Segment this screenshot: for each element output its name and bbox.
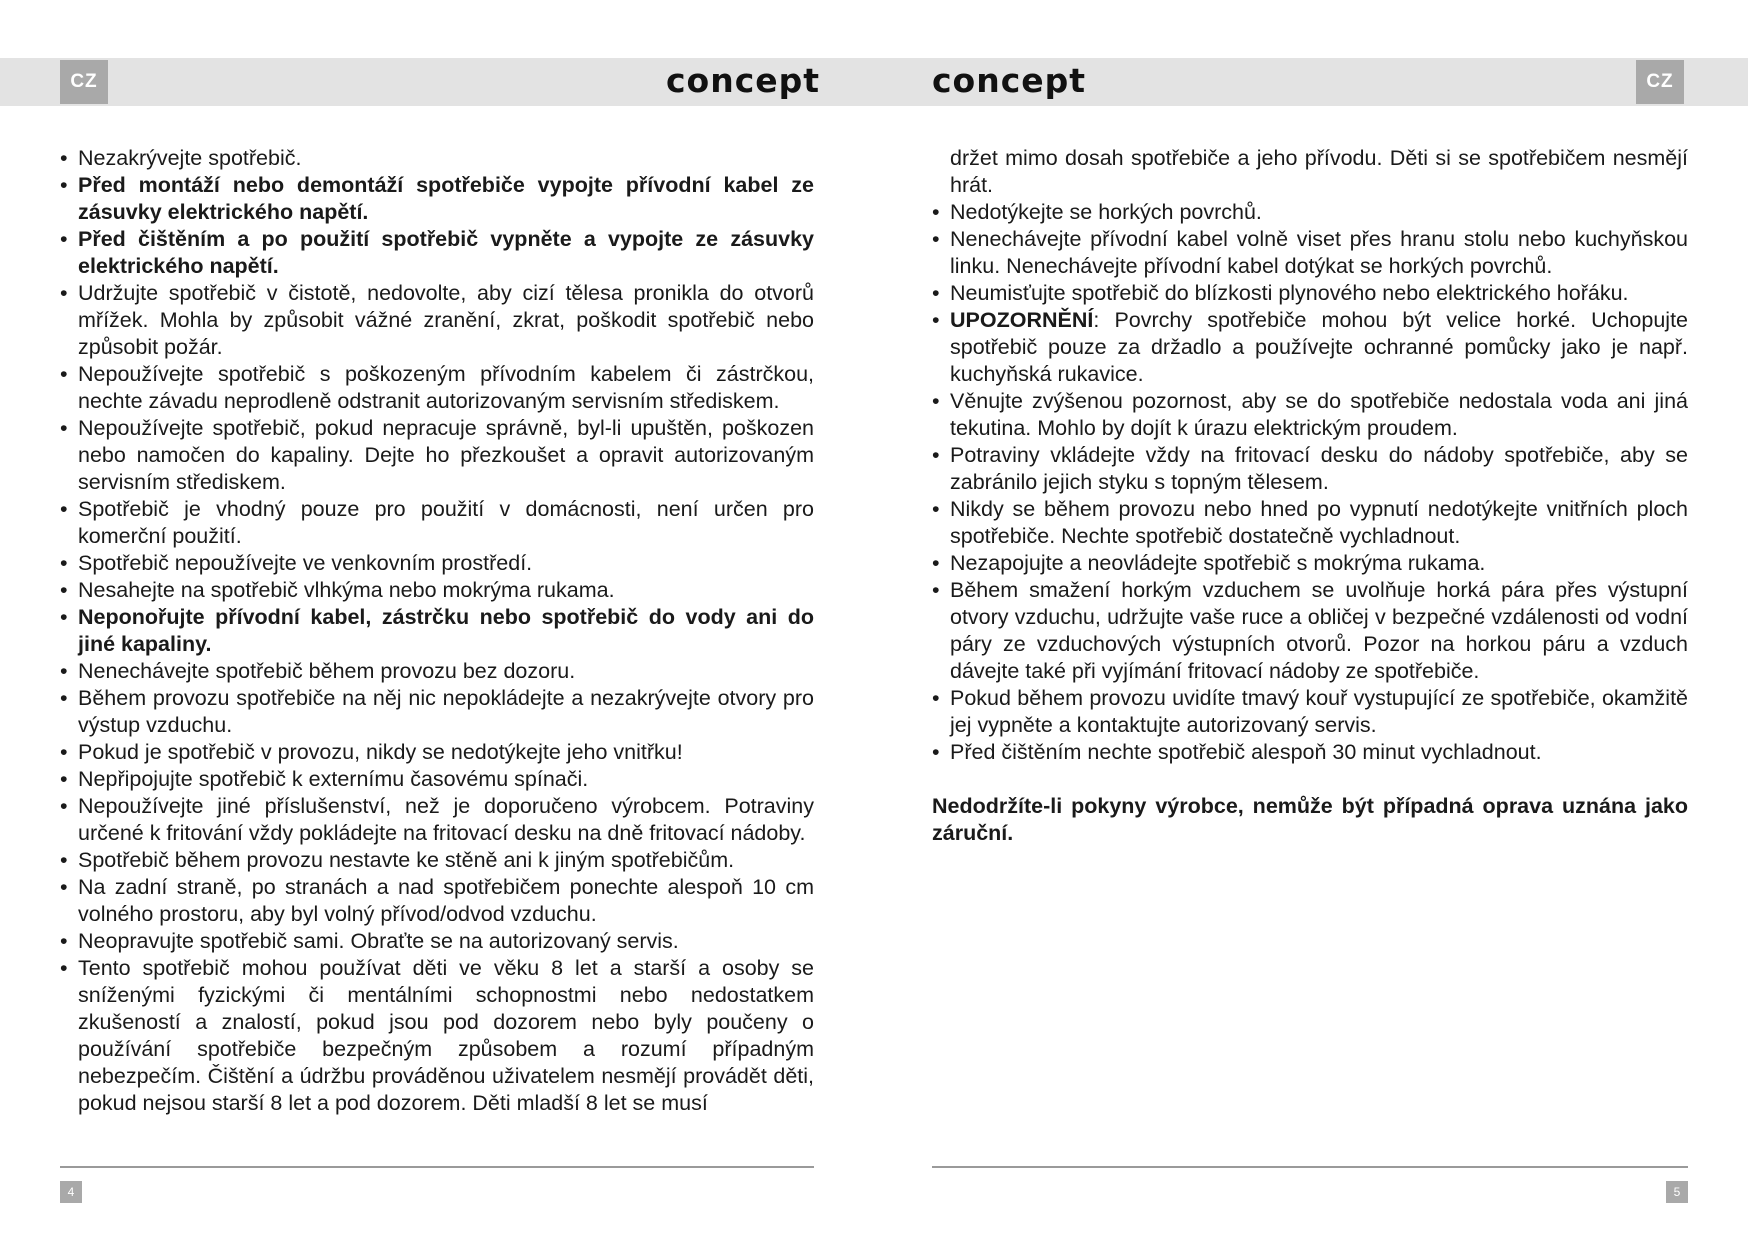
bullet-icon: • (60, 956, 68, 980)
list-item-text: Během smažení horkým vzduchem se uvolňuje horká pára přes výstupní otvory vzduchu, udržujte vaše ruce a obličej v bezpečné vzdálenosti od vodní páry ze vzduchových výstupních otvorů. Pozor na horkou páru a vzduch dávejte také při vyjímání fritovací nádoby ze spotřebiče. (950, 578, 1688, 683)
bullet-icon: • (60, 794, 68, 818)
bullet-icon: • (60, 227, 68, 251)
list-item-text: Nenechávejte spotřebič během provozu bez dozoru. (78, 659, 576, 683)
list-item (60, 685, 814, 739)
list-item (60, 604, 814, 658)
list-item-text: Nesahejte na spotřebič vlhkýma nebo mokrýma rukama. (78, 578, 615, 602)
list-item (932, 685, 1688, 739)
bullet-icon: • (60, 848, 68, 872)
footer-rule-right (932, 1166, 1688, 1168)
list-item (60, 577, 814, 604)
bullet-icon: • (60, 173, 68, 197)
list-item (60, 658, 814, 685)
right-page-column (932, 145, 1688, 869)
list-item-text: Nepoužívejte spotřebič, pokud nepracuje správně, byl-li upuštěn, poškozen nebo namočen do kapaliny. Dejte ho přezkoušet a opravit autorizovaným servisním střediskem. (78, 416, 814, 494)
list-item (60, 928, 814, 955)
bullet-icon: • (932, 389, 940, 413)
bullet-icon: • (60, 767, 68, 791)
bullet-icon: • (60, 497, 68, 521)
list-item-text: Během provozu spotřebiče na něj nic nepokládejte a nezakrývejte otvory pro výstup vzduchu. (78, 686, 814, 737)
list-item (932, 280, 1688, 307)
language-badge-left: CZ (60, 60, 108, 104)
warning-item (932, 307, 1688, 388)
list-item (60, 793, 814, 847)
left-safety-list (60, 145, 814, 1117)
list-item (60, 739, 814, 766)
list-item-text: Nikdy se během provozu nebo hned po vypnutí nedotýkejte vnitřních ploch spotřebiče. Nechte spotřebič dostatečně vychladnout. (950, 497, 1688, 548)
page-number-left: 4 (60, 1181, 82, 1203)
list-item-text: Nezakrývejte spotřebič. (78, 146, 302, 170)
list-item-text: Neopravujte spotřebič sami. Obraťte se na autorizovaný servis. (78, 929, 679, 953)
list-item (932, 496, 1688, 550)
right-safety-list-a (932, 199, 1688, 307)
list-item-text: Neumisťujte spotřebič do blízkosti plynového nebo elektrického hořáku. (950, 281, 1629, 305)
list-item (932, 577, 1688, 685)
bullet-icon: • (60, 875, 68, 899)
list-item (60, 955, 814, 1117)
right-safety-list-b (932, 388, 1688, 766)
list-item-text: Před montáží nebo demontáží spotřebiče vypojte přívodní kabel ze zásuvky elektrického napětí. (78, 173, 814, 224)
language-badge-right: CZ (1636, 60, 1684, 104)
list-item-text: Potraviny vkládejte vždy na fritovací desku do nádoby spotřebiče, aby se zabránilo jejich styku s topným tělesem. (950, 443, 1688, 494)
list-item (60, 874, 814, 928)
list-item-text: Na zadní straně, po stranách a nad spotřebičem ponechte alespoň 10 cm volného prostoru, aby byl volný přívod/odvod vzduchu. (78, 875, 814, 926)
bullet-icon: • (60, 740, 68, 764)
left-page-column (60, 145, 814, 1117)
brand-logo-right: concept (932, 61, 1087, 100)
list-item (60, 847, 814, 874)
list-item (60, 145, 814, 172)
list-item-text: Nepoužívejte spotřebič s poškozeným přívodním kabelem či zástrčkou, nechte závadu neprodleně odstranit autorizovaným servisním střediskem. (78, 362, 814, 413)
bullet-icon: • (932, 227, 940, 251)
list-item (932, 550, 1688, 577)
bullet-icon: • (60, 659, 68, 683)
bullet-icon: • (932, 281, 940, 305)
list-item-text: Věnujte zvýšenou pozornost, aby se do spotřebiče nedostala voda ani jiná tekutina. Mohlo by dojít k úrazu elektrickým proudem. (950, 389, 1688, 440)
list-item (60, 172, 814, 226)
bullet-icon: • (60, 281, 68, 305)
list-item-text: Neponořujte přívodní kabel, zástrčku nebo spotřebič do vody ani do jiné kapaliny. (78, 605, 814, 656)
bullet-icon: • (932, 551, 940, 575)
bullet-icon: • (60, 686, 68, 710)
brand-logo-left: concept (666, 61, 821, 100)
list-item-text: Nedotýkejte se horkých povrchů. (950, 200, 1262, 224)
list-item-text: Tento spotřebič mohou používat děti ve věku 8 let a starší a osoby se sníženými fyzickými či mentálními schopnostmi nebo nedostatkem zkušeností a znalostí, pokud jsou pod dozorem nebo byly poučeny o používání spotřebiče bezpečným způsobem a rozumí případným nebezpečím. Čištění a údržbu prováděnou uživatelem nesmějí provádět děti, pokud nejsou starší 8 let a pod dozorem. Děti mladší 8 let se musí (78, 956, 814, 1115)
bullet-icon: • (932, 497, 940, 521)
warning-list (932, 307, 1688, 388)
warning-label: UPOZORNĚNÍ (950, 308, 1094, 332)
list-item (60, 766, 814, 793)
warranty-note: Nedodržíte-li pokyny výrobce, nemůže být případná oprava uznána jako záruční. (932, 794, 1688, 845)
list-item (60, 226, 814, 280)
bullet-icon: • (60, 362, 68, 386)
bullet-icon: • (60, 929, 68, 953)
list-item-text: Spotřebič během provozu nestavte ke stěně ani k jiným spotřebičům. (78, 848, 735, 872)
list-item-text: Nepřipojujte spotřebič k externímu časovému spínači. (78, 767, 589, 791)
bullet-icon: • (932, 200, 940, 224)
list-item (932, 388, 1688, 442)
list-item-text: Spotřebič nepoužívejte ve venkovním prostředí. (78, 551, 533, 575)
warning-text: : Povrchy spotřebiče mohou být velice horké. Uchopujte spotřebič pouze za držadlo a používejte ochranné pomůcky jako je např. kuchyňská rukavice. (950, 308, 1688, 386)
bullet-icon: • (932, 740, 940, 764)
list-item (932, 442, 1688, 496)
list-item (60, 415, 814, 496)
list-item (932, 739, 1688, 766)
bullet-icon: • (60, 146, 68, 170)
list-item-text: Nepoužívejte jiné příslušenství, než je doporučeno výrobcem. Potraviny určené k fritování vždy pokládejte na fritovací desku na dně fritovací nádoby. (78, 794, 814, 845)
list-item-text: Nezapojujte a neovládejte spotřebič s mokrýma rukama. (950, 551, 1486, 575)
bullet-icon: • (60, 416, 68, 440)
list-item-text: Pokud během provozu uvidíte tmavý kouř vystupující ze spotřebiče, okamžitě jej vypněte a kontaktujte autorizovaný servis. (950, 686, 1688, 737)
bullet-icon: • (932, 308, 940, 332)
list-item (60, 550, 814, 577)
page-number-right: 5 (1666, 1181, 1688, 1203)
list-item-text: Udržujte spotřebič v čistotě, nedovolte, aby cizí tělesa pronikla do otvorů mřížek. Mohla by způsobit vážné zranění, zkrat, poškodit spotřebič nebo způsobit požár. (78, 281, 814, 359)
bullet-icon: • (60, 578, 68, 602)
list-item-text: Před čištěním a po použití spotřebič vypněte a vypojte ze zásuvky elektrického napětí. (78, 227, 814, 278)
bullet-icon: • (60, 551, 68, 575)
list-item (932, 226, 1688, 280)
list-item (60, 496, 814, 550)
list-item-text: Spotřebič je vhodný pouze pro použití v domácnosti, není určen pro komerční použití. (78, 497, 814, 548)
bullet-icon: • (932, 686, 940, 710)
bullet-icon: • (932, 578, 940, 602)
continuation-text: držet mimo dosah spotřebiče a jeho přívodu. Děti si se spotřebičem nesmějí hrát. (950, 146, 1688, 197)
bullet-icon: • (60, 605, 68, 629)
list-item-text: Nenechávejte přívodní kabel volně viset přes hranu stolu nebo kuchyňskou linku. Nenechávejte přívodní kabel dotýkat se horkých povrchů. (950, 227, 1688, 278)
list-item-text: Před čištěním nechte spotřebič alespoň 30 minut vychladnout. (950, 740, 1542, 764)
list-item (932, 199, 1688, 226)
list-item (60, 361, 814, 415)
list-item-text: Pokud je spotřebič v provozu, nikdy se nedotýkejte jeho vnitřku! (78, 740, 683, 764)
footer-rule-left (60, 1166, 814, 1168)
list-item (60, 280, 814, 361)
bullet-icon: • (932, 443, 940, 467)
